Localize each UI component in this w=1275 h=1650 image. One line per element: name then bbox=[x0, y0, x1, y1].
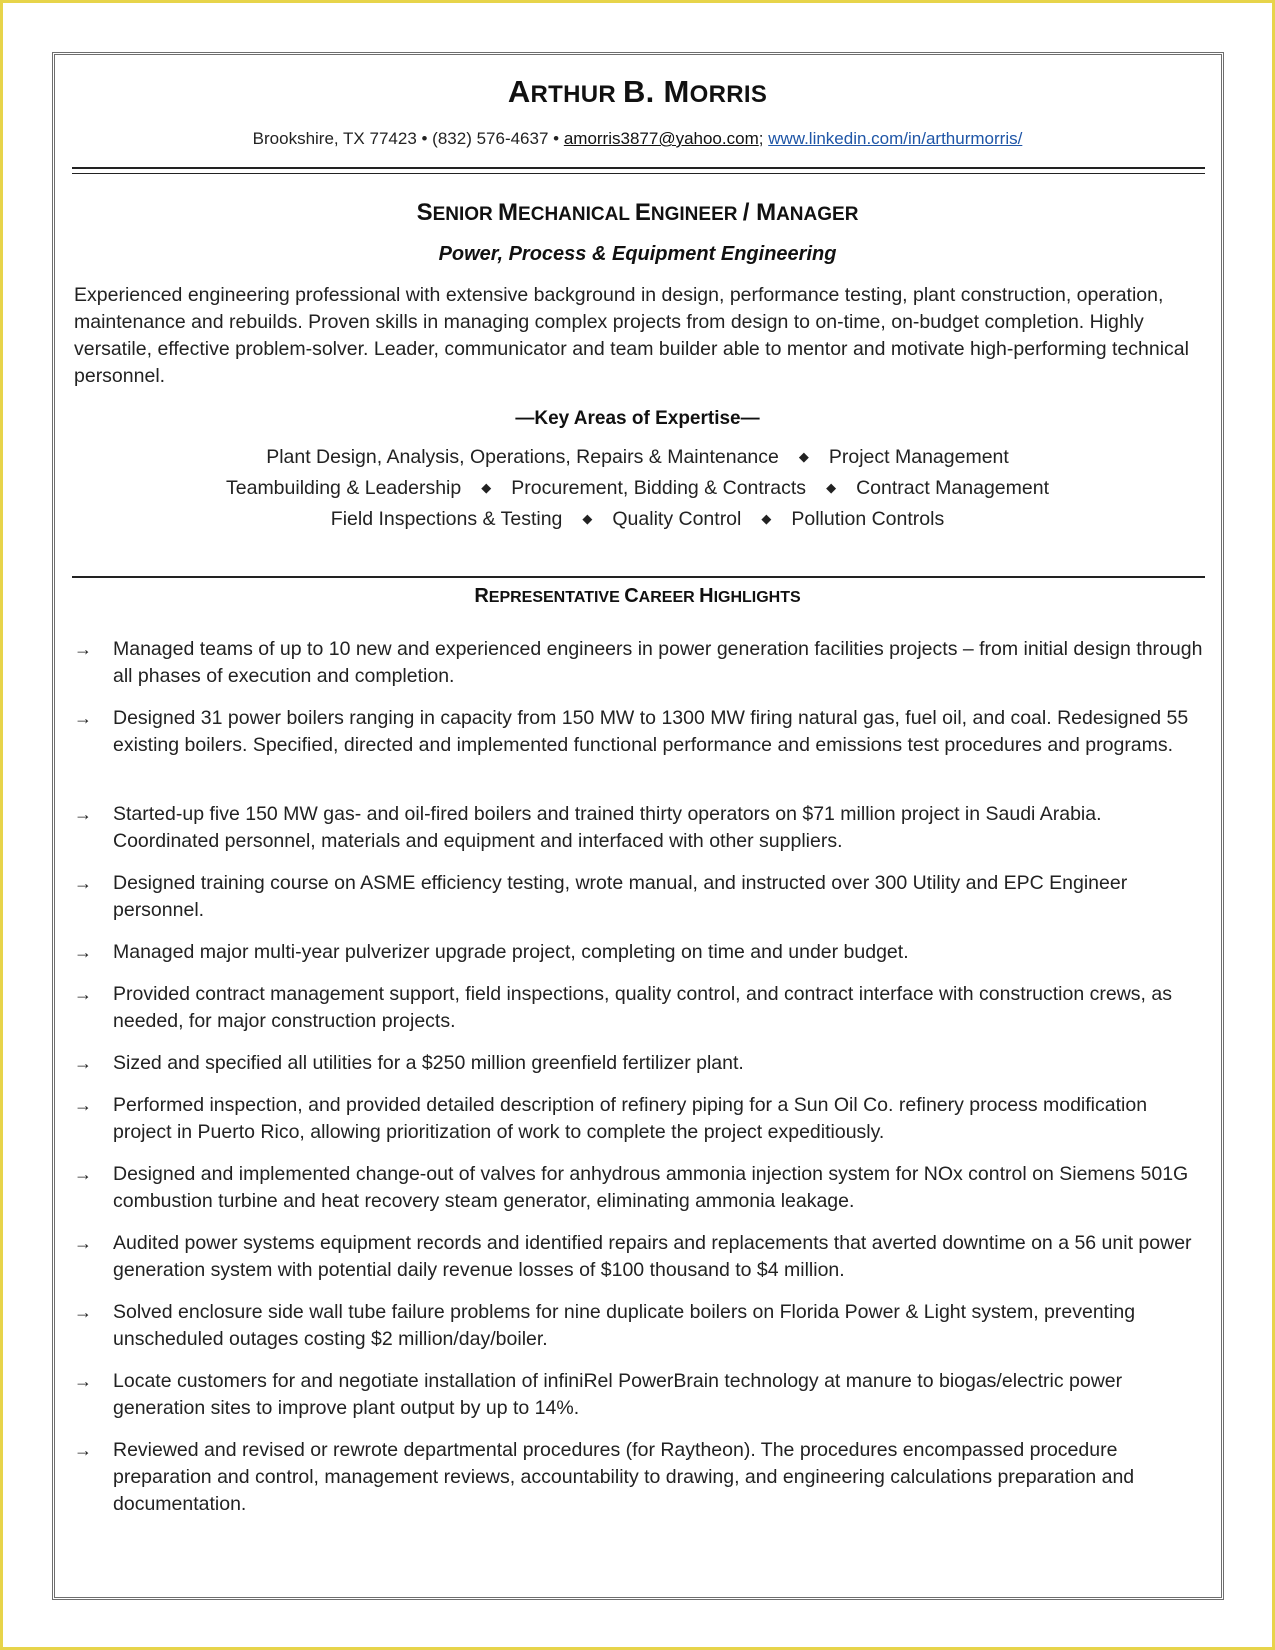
expertise-item: Project Management bbox=[828, 446, 1009, 468]
contact-address-phone: Brookshire, TX 77423 • (832) 576-4637 • bbox=[252, 129, 564, 148]
highlight-item bbox=[74, 1368, 1209, 1422]
expertise-item: Contract Management bbox=[856, 477, 1049, 499]
section-divider bbox=[72, 576, 1205, 578]
highlight-text: Audited power systems equipment records and identified repairs and replacements that averted downtime on a 56 unit power generation system with potential daily revenue losses of $100 thousand to $4 million. bbox=[113, 1232, 1192, 1281]
expertise-heading: —Key Areas of Expertise— bbox=[515, 408, 760, 429]
highlight-item bbox=[74, 1299, 1209, 1353]
arrow-right-icon: → bbox=[74, 1233, 92, 1253]
expertise-item: Plant Design, Analysis, Operations, Repairs & Maintenance bbox=[266, 446, 779, 468]
expertise-item: Procurement, Bidding & Contracts bbox=[511, 477, 807, 499]
highlight-text: Solved enclosure side wall tube failure problems for nine duplicate boilers on Florida Power & Light system, preventing unscheduled outages costing $2 million/day/boiler. bbox=[113, 1301, 1136, 1350]
arrow-right-icon: → bbox=[74, 1164, 92, 1184]
professional-summary: Experienced engineering professional with extensive background in design, performance testing, plant construction, operation, maintenance and rebuilds. Proven skills in managing complex projects from design to on-time, on-budget completion. Highly versatile, effective problem-solver. Leader, communicator and team builder able to mentor and motivate high-performing technical personnel. bbox=[74, 284, 1189, 387]
arrow-right-icon: → bbox=[74, 1053, 92, 1073]
highlight-text: Designed 31 power boilers ranging in capacity from 150 MW to 1300 MW firing natural gas, fuel oil, and coal. Redesigned 55 existing boilers. Specified, directed and implemented functional performance and emissions test procedures and programs. bbox=[113, 707, 1189, 756]
highlight-item bbox=[74, 705, 1209, 759]
expertise-line-1 bbox=[0, 446, 1275, 469]
expertise-item: Pollution Controls bbox=[791, 508, 945, 530]
highlight-text: Designed and implemented change-out of valves for anhydrous ammonia injection system for NOx control on Siemens 501G combustion turbine and heat recovery steam generator, eliminating ammonia leakage. bbox=[113, 1163, 1189, 1212]
highlight-text: Managed major multi-year pulverizer upgrade project, completing on time and under budget. bbox=[113, 941, 909, 963]
arrow-right-icon: → bbox=[74, 942, 92, 962]
highlight-text: Provided contract management support, field inspections, quality control, and contract interface with construction crews, as needed, for major construction projects. bbox=[113, 983, 1172, 1032]
highlight-text: Locate customers for and negotiate installation of infiniRel PowerBrain technology at manure to biogas/electric power generation sites to improve plant output by up to 14%. bbox=[113, 1370, 1123, 1419]
expertise-line-3 bbox=[0, 508, 1275, 531]
job-title: SENIOR MECHANICAL ENGINEER / MANAGER bbox=[416, 199, 859, 226]
highlight-text: Performed inspection, and provided detailed description of refinery piping for a Sun Oil Co. refinery process modification project in Puerto Rico, allowing prioritization of work to complete the project expeditiously. bbox=[113, 1094, 1148, 1143]
highlight-item bbox=[74, 1092, 1209, 1146]
linkedin-link[interactable]: www.linkedin.com/in/arthurmorris/ bbox=[768, 129, 1023, 148]
highlight-text: Reviewed and revised or rewrote departmental procedures (for Raytheon). The procedures encompassed procedure preparation and control, management reviews, accountability to drawing, and engineering calculations preparation and documentation. bbox=[113, 1439, 1135, 1515]
candidate-name: ARTHUR B. MORRIS bbox=[507, 74, 768, 109]
expertise-item: Quality Control bbox=[612, 508, 742, 530]
arrow-right-icon: → bbox=[74, 1095, 92, 1115]
highlight-item bbox=[74, 981, 1209, 1035]
diamond-separator-icon: ◆ bbox=[481, 480, 492, 495]
highlight-item bbox=[74, 636, 1209, 690]
diamond-separator-icon: ◆ bbox=[826, 480, 837, 495]
highlight-text: Sized and specified all utilities for a $250 million greenfield fertilizer plant. bbox=[113, 1052, 744, 1074]
arrow-right-icon: → bbox=[74, 708, 92, 728]
arrow-right-icon: → bbox=[74, 1371, 92, 1391]
header-divider bbox=[72, 167, 1205, 174]
expertise-item: Teambuilding & Leadership bbox=[226, 477, 462, 499]
arrow-right-icon: → bbox=[74, 804, 92, 824]
email-link[interactable]: amorris3877@yahoo.com bbox=[563, 129, 759, 148]
highlight-item bbox=[74, 1437, 1209, 1518]
highlight-text: Designed training course on ASME efficiency testing, wrote manual, and instructed over 300 Utility and EPC Engineer personnel. bbox=[113, 872, 1128, 921]
highlight-item bbox=[74, 1050, 1209, 1077]
contact-line bbox=[0, 129, 1275, 149]
diamond-separator-icon: ◆ bbox=[798, 449, 809, 464]
expertise-line-2 bbox=[0, 477, 1275, 500]
contact-separator: ; bbox=[758, 129, 769, 148]
arrow-right-icon: → bbox=[74, 1440, 92, 1460]
diamond-separator-icon: ◆ bbox=[761, 511, 772, 526]
job-subtitle: Power, Process & Equipment Engineering bbox=[438, 243, 837, 265]
arrow-right-icon: → bbox=[74, 1302, 92, 1322]
highlight-item bbox=[74, 801, 1209, 855]
career-highlights-heading: REPRESENTATIVE CAREER HIGHLIGHTS bbox=[474, 585, 801, 607]
highlight-item bbox=[74, 870, 1209, 924]
highlight-item bbox=[74, 1161, 1209, 1215]
highlight-item bbox=[74, 939, 1209, 966]
arrow-right-icon: → bbox=[74, 639, 92, 659]
highlight-text: Managed teams of up to 10 new and experienced engineers in power generation facilities projects – from initial design through all phases of execution and completion. bbox=[113, 638, 1203, 687]
expertise-item: Field Inspections & Testing bbox=[330, 508, 563, 530]
highlight-text: Started-up five 150 MW gas- and oil-fired boilers and trained thirty operators on $71 million project in Saudi Arabia. Coordinated personnel, materials and equipment and interfaced with other suppliers. bbox=[113, 803, 1102, 852]
arrow-right-icon: → bbox=[74, 984, 92, 1004]
arrow-right-icon: → bbox=[74, 873, 92, 893]
diamond-separator-icon: ◆ bbox=[582, 511, 593, 526]
highlight-item bbox=[74, 1230, 1209, 1284]
